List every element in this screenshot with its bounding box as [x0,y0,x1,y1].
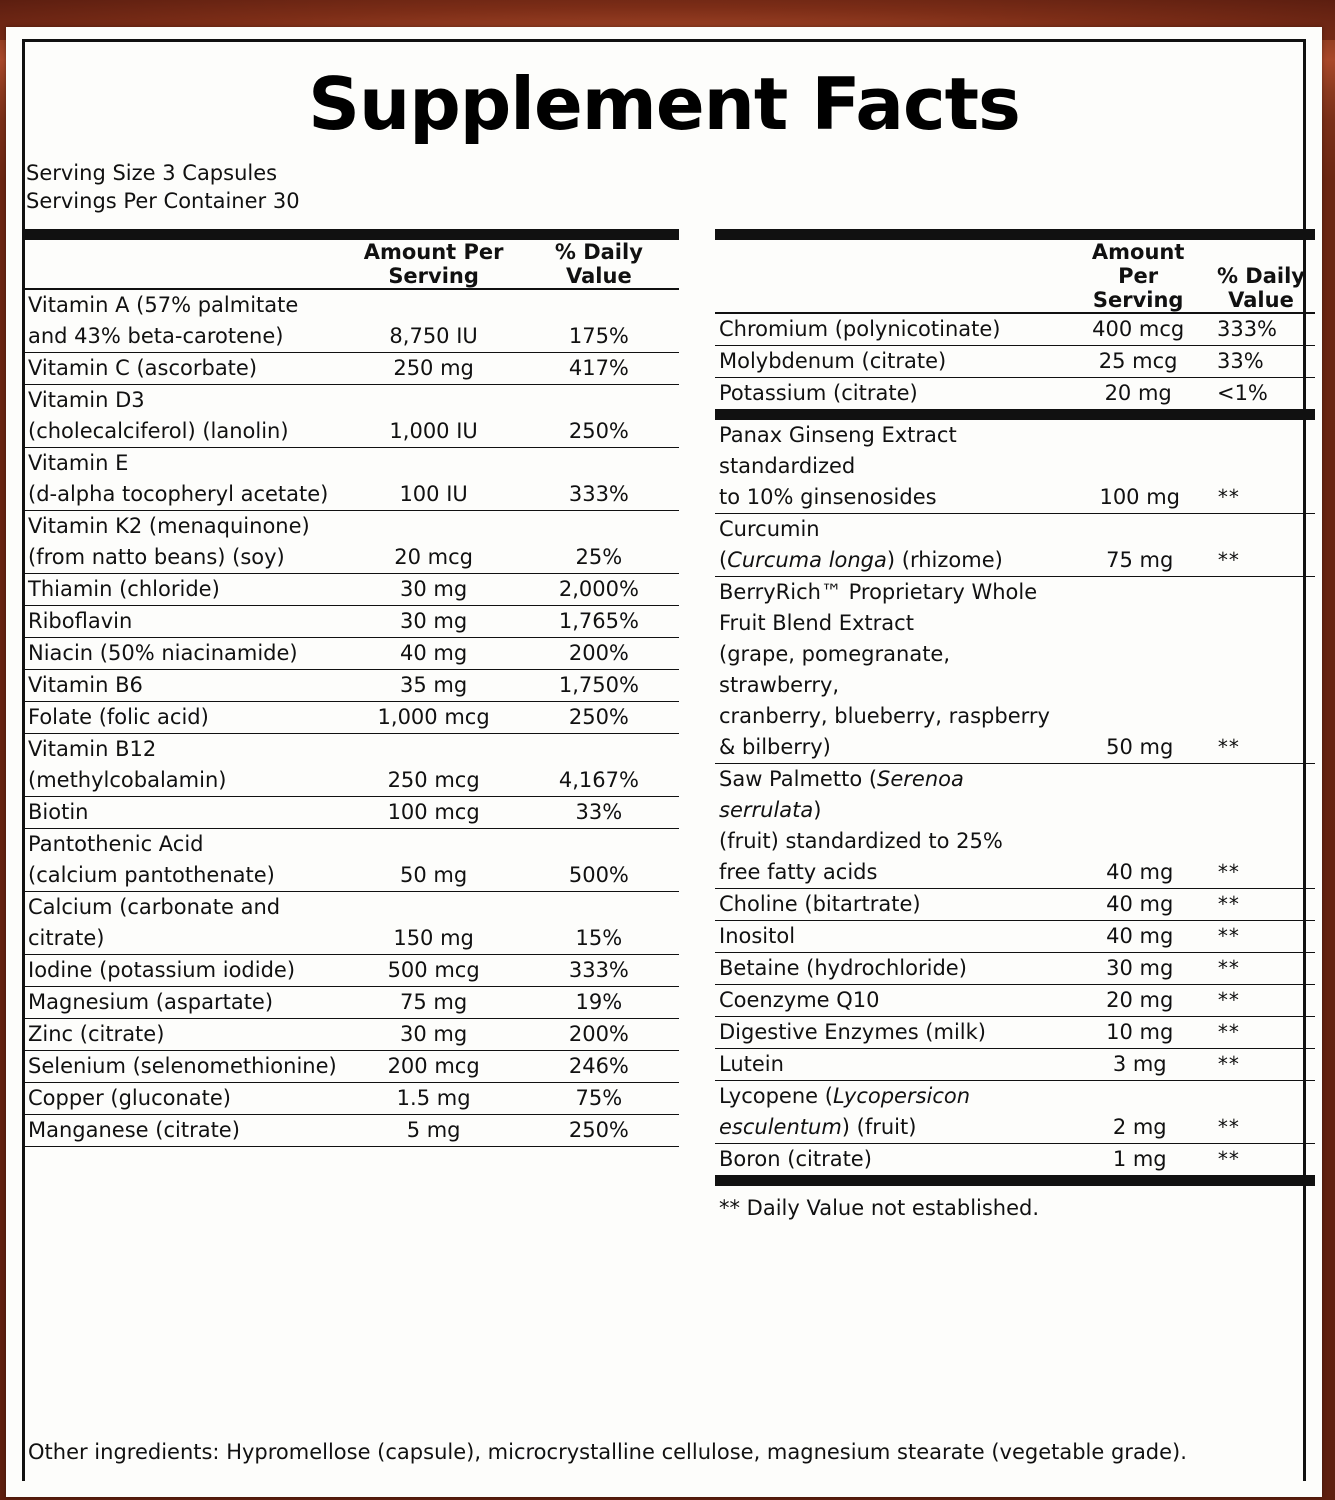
label-content [6,27,1322,1220]
table-row [24,1083,679,1115]
ingredient-amount: 250 mg [348,353,518,385]
ingredient-daily-value: 333% [519,448,679,511]
table-row [24,574,679,606]
ingredient-name: Magnesium (aspartate) [24,987,348,1019]
ingredient-amount: 40 mg [348,638,518,670]
ingredient-amount: 50 mg [1072,577,1208,764]
ingredient-name: Iodine (potassium iodide) [24,955,348,987]
ingredient-name: Niacin (50% niacinamide) [24,638,348,670]
ingredient-daily-value: 19% [519,987,679,1019]
divider-thick-left [24,229,679,240]
ingredient-daily-value: ** [1208,514,1315,577]
ingredient-daily-value: 175% [519,289,679,353]
ingredient-daily-value: 15% [519,892,679,955]
ingredient-name: Zinc (citrate) [24,1019,348,1051]
table-row [24,1051,679,1083]
ingredient-daily-value: ** [1208,889,1315,921]
table-row [715,1144,1315,1176]
ingredient-name: Vitamin B6 [24,670,348,702]
ingredient-amount: 1,000 IU [348,385,518,448]
ingredient-name: Curcumin (Curcuma longa) (rhizome) [715,514,1072,577]
ingredient-daily-value: 333% [519,955,679,987]
table-row [715,921,1315,953]
ingredient-daily-value: 33% [519,797,679,829]
ingredient-name: Chromium (polynicotinate) [715,313,1069,346]
ingredient-daily-value: 33% [1207,346,1315,378]
ingredient-name: Molybdenum (citrate) [715,346,1069,378]
ingredient-amount: 8,750 IU [348,289,518,353]
ingredient-name: Potassium (citrate) [715,378,1069,410]
header-blank [24,240,348,289]
table-row [715,889,1315,921]
ingredient-daily-value: 1,765% [519,606,679,638]
ingredient-name: Vitamin B12 (methylcobalamin) [24,734,348,797]
facts-column-right [715,229,1315,1220]
ingredient-amount: 2 mg [1072,1081,1208,1144]
ingredient-amount: 40 mg [1072,921,1208,953]
ingredient-daily-value: 2,000% [519,574,679,606]
ingredient-name: Folate (folic acid) [24,702,348,734]
ingredient-name: Vitamin C (ascorbate) [24,353,348,385]
ingredient-name: Lycopene (Lycopersicon esculentum) (fruit) [715,1081,1072,1144]
supplement-label [6,27,1322,1497]
ingredient-daily-value: <1% [1207,378,1315,410]
table-row [715,577,1315,764]
ingredient-amount: 20 mg [1069,378,1207,410]
ingredient-amount: 25 mcg [1069,346,1207,378]
table-row [715,1081,1315,1144]
ingredient-name: Coenzyme Q10 [715,985,1072,1017]
ingredient-daily-value: 25% [519,511,679,574]
ingredient-amount: 75 mg [348,987,518,1019]
ingredient-name: Copper (gluconate) [24,1083,348,1115]
ingredient-amount: 5 mg [348,1115,518,1147]
ingredient-name: BerryRich™ Proprietary Whole Fruit Blend Extract (grape, pomegranate, strawberry, cranberry, blueberry, raspberry & bilberry) [715,577,1072,764]
table-row [24,1115,679,1147]
ingredient-name: Vitamin E (d-alpha tocopheryl acetate) [24,448,348,511]
ingredient-amount: 30 mg [1072,953,1208,985]
ingredient-amount: 100 IU [348,448,518,511]
header-daily-value: % Daily Value [1207,240,1315,313]
table-row [715,985,1315,1017]
ingredient-amount: 1 mg [1072,1144,1208,1176]
ingredient-daily-value: ** [1208,985,1315,1017]
ingredient-amount: 100 mg [1072,420,1208,514]
table-row [715,378,1315,410]
ingredient-amount: 35 mg [348,670,518,702]
ingredient-name: Boron (citrate) [715,1144,1072,1176]
ingredient-name: Selenium (selenomethionine) [24,1051,348,1083]
ingredient-daily-value: ** [1208,420,1315,514]
table-row [24,353,679,385]
table-row [24,955,679,987]
table-row [24,987,679,1019]
table-row [24,892,679,955]
ingredient-daily-value: 1,750% [519,670,679,702]
header-amount-per-serving: Amount Per Serving [1069,240,1207,313]
ingredient-daily-value: ** [1208,1144,1315,1176]
ingredient-daily-value: 333% [1207,313,1315,346]
divider-thick-footer [715,1176,1315,1186]
ingredient-name: Panax Ginseng Extract standardized to 10% ginsenosides [715,420,1072,514]
ingredient-name: Calcium (carbonate and citrate) [24,892,348,955]
ingredient-daily-value: 200% [519,638,679,670]
ingredient-daily-value: 500% [519,829,679,892]
ingredient-daily-value: 246% [519,1051,679,1083]
ingredient-amount: 200 mcg [348,1051,518,1083]
ingredient-name: Biotin [24,797,348,829]
ingredient-name: Betaine (hydrochloride) [715,953,1072,985]
ingredient-amount: 10 mg [1072,1017,1208,1049]
serving-size: Serving Size 3 Capsules [26,161,278,185]
table-row [715,1017,1315,1049]
ingredient-daily-value: ** [1208,764,1315,889]
facts-column-left [24,229,679,1147]
table-row [715,953,1315,985]
ingredient-daily-value: 250% [519,702,679,734]
ingredient-name: Choline (bitartrate) [715,889,1072,921]
table-row [24,1019,679,1051]
ingredient-daily-value: 250% [519,1115,679,1147]
table-row [24,511,679,574]
ingredient-daily-value: 75% [519,1083,679,1115]
table-row [715,313,1315,346]
footnote: ** Daily Value not established. [719,1196,1040,1220]
facts-columns [24,229,1304,1220]
ingredient-amount: 30 mg [348,574,518,606]
ingredient-name: Inositol [715,921,1072,953]
table-row [24,606,679,638]
divider-thick-right [715,229,1315,240]
ingredient-name: Thiamin (chloride) [24,574,348,606]
ingredient-amount: 1,000 mcg [348,702,518,734]
other-ingredients: Other ingredients: Hypromellose (capsule), microcrystalline cellulose, magnesium stearate (vegetable grade). [28,1440,1187,1464]
ingredient-amount: 40 mg [1072,889,1208,921]
ingredient-amount: 250 mcg [348,734,518,797]
ingredient-amount: 3 mg [1072,1049,1208,1081]
table-row [24,638,679,670]
ingredient-amount: 400 mcg [1069,313,1207,346]
header-blank [715,240,1069,313]
ingredient-name: Digestive Enzymes (milk) [715,1017,1072,1049]
ingredient-daily-value: ** [1208,1049,1315,1081]
table-row [715,346,1315,378]
ingredient-daily-value: ** [1208,953,1315,985]
table-header-row [715,240,1315,313]
ingredient-name: Manganese (citrate) [24,1115,348,1147]
servings-per-container: Servings Per Container 30 [26,189,300,213]
ingredient-name: Vitamin A (57% palmitate and 43% beta-carotene) [24,289,348,353]
ingredient-daily-value: 4,167% [519,734,679,797]
ingredient-name: Lutein [715,1049,1072,1081]
header-amount-per-serving: Amount Per Serving [348,240,518,289]
facts-table-right [715,240,1315,410]
ingredient-amount: 100 mcg [348,797,518,829]
ingredient-name: Riboflavin [24,606,348,638]
ingredient-amount: 20 mg [1072,985,1208,1017]
ingredient-amount: 500 mcg [348,955,518,987]
serving-info [26,159,1304,215]
table-row [24,702,679,734]
facts-table-botanicals [715,420,1315,1176]
ingredient-daily-value: ** [1208,577,1315,764]
ingredient-daily-value: 200% [519,1019,679,1051]
page-title: Supplement Facts [308,62,1020,146]
ingredient-name: Saw Palmetto (Serenoa serrulata) (fruit) standardized to 25% free fatty acids [715,764,1072,889]
table-row [24,829,679,892]
ingredient-daily-value: 250% [519,385,679,448]
ingredient-daily-value: ** [1208,921,1315,953]
ingredient-name: Pantothenic Acid (calcium pantothenate) [24,829,348,892]
table-row [24,734,679,797]
divider-thick-section [715,410,1315,420]
ingredient-amount: 50 mg [348,829,518,892]
ingredient-amount: 30 mg [348,606,518,638]
table-row [24,670,679,702]
ingredient-amount: 20 mcg [348,511,518,574]
table-row [715,1049,1315,1081]
table-header-row [24,240,679,289]
ingredient-amount: 1.5 mg [348,1083,518,1115]
table-row [715,764,1315,889]
table-row [24,289,679,353]
ingredient-daily-value: 417% [519,353,679,385]
table-row [24,448,679,511]
table-row [715,420,1315,514]
ingredient-name: Vitamin D3 (cholecalciferol) (lanolin) [24,385,348,448]
table-row [24,797,679,829]
ingredient-amount: 150 mg [348,892,518,955]
ingredient-daily-value: ** [1208,1081,1315,1144]
ingredient-amount: 75 mg [1072,514,1208,577]
table-row [24,385,679,448]
ingredient-amount: 40 mg [1072,764,1208,889]
header-daily-value: % Daily Value [519,240,679,289]
facts-table-left [24,240,679,1147]
table-row [715,514,1315,577]
ingredient-daily-value: ** [1208,1017,1315,1049]
ingredient-amount: 30 mg [348,1019,518,1051]
ingredient-name: Vitamin K2 (menaquinone) (from natto beans) (soy) [24,511,348,574]
